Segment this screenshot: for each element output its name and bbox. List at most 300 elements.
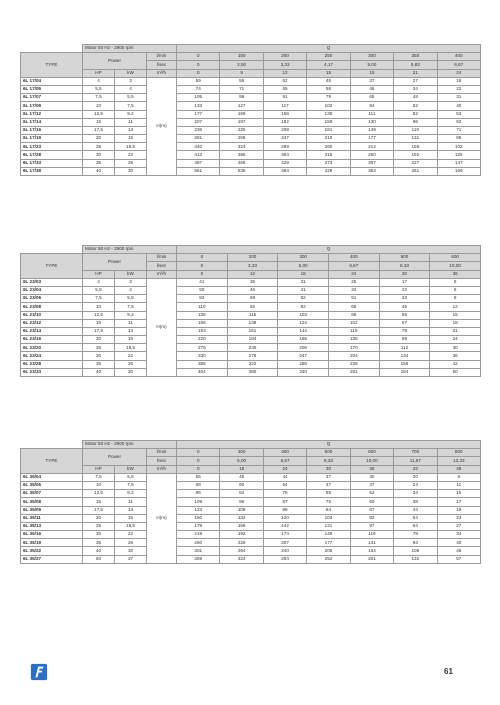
flow-lsec-value: 13,33 — [437, 457, 480, 465]
pump-type: 6L 23/16 — [21, 336, 83, 344]
head-value: 30 — [430, 344, 481, 352]
flow-lsec-value: 3,33 — [263, 61, 306, 69]
flow-lmin-value: 400 — [437, 53, 480, 61]
head-value: 37 — [307, 473, 350, 481]
head-value: 219 — [177, 531, 220, 539]
head-value: 561 — [177, 167, 220, 175]
head-value: 38 — [394, 498, 437, 506]
head-value: 37 — [350, 481, 393, 489]
flow-lmin-value: 400 — [328, 254, 379, 262]
head-value: 46 — [350, 85, 393, 93]
power-hp: 17,5 — [83, 327, 115, 335]
power-hp: 30 — [83, 151, 115, 159]
head-value: 22 — [379, 286, 430, 294]
header-row-m3h — [21, 69, 481, 77]
table-row — [21, 102, 481, 110]
head-value: 429 — [263, 159, 306, 167]
head-value: 177 — [350, 135, 393, 143]
head-value: 184 — [227, 336, 278, 344]
head-value: 288 — [278, 360, 329, 368]
power-kw: 9,2 — [115, 490, 147, 498]
head-value: 340 — [177, 143, 220, 151]
header-blank — [21, 441, 83, 449]
head-value: 169 — [437, 167, 480, 175]
pump-type: 6L 35/16 — [21, 531, 83, 539]
power-kw: 11 — [115, 498, 147, 506]
power-kw: 15 — [115, 336, 147, 344]
table-row — [21, 151, 481, 159]
flow-lsec-value: 8,33 — [379, 262, 430, 270]
head-value: 8 — [437, 473, 480, 481]
head-value: 37 — [350, 77, 393, 85]
head-value: 247 — [263, 135, 306, 143]
head-value: 52 — [350, 490, 393, 498]
head-value: 6 — [430, 286, 481, 294]
table-row — [21, 311, 481, 319]
head-value: 144 — [278, 327, 329, 335]
pump-type: 6L 17/07 — [21, 94, 83, 102]
power-kw: 5,5 — [115, 94, 147, 102]
head-value: 82 — [278, 303, 329, 311]
head-value: 67 — [379, 319, 430, 327]
power-kw: 26 — [115, 539, 147, 547]
flow-lmin-value: 500 — [307, 449, 350, 457]
head-h-label: H(m) — [147, 278, 177, 376]
head-value: 33 — [379, 295, 430, 303]
head-value: 97 — [350, 522, 393, 530]
head-value: 268 — [220, 135, 263, 143]
power-header: Power — [83, 449, 147, 465]
unit-lmin: l/min — [147, 449, 177, 457]
power-kw: 15 — [115, 135, 147, 143]
head-value: 108 — [394, 547, 437, 555]
head-value: 125 — [437, 151, 480, 159]
table-row — [21, 481, 481, 489]
head-value: 324 — [220, 555, 263, 563]
head-value: 115 — [227, 311, 278, 319]
flow-lsec-value: 0 — [177, 262, 228, 270]
head-value: 92 — [227, 303, 278, 311]
head-value: 60 — [220, 481, 263, 489]
power-hp: 4 — [83, 77, 115, 85]
head-value: 177 — [307, 539, 350, 547]
head-value: 102 — [328, 319, 379, 327]
header-blank — [21, 45, 83, 53]
power-hp: 5,5 — [83, 286, 115, 294]
head-value: 65 — [263, 85, 306, 93]
flow-m3h-value: 21 — [394, 69, 437, 77]
power-kw: 11 — [115, 319, 147, 327]
head-value: 18 — [430, 319, 481, 327]
power-kw: 7,5 — [115, 303, 147, 311]
head-value: 281 — [328, 368, 379, 376]
head-value: 138 — [177, 311, 228, 319]
head-value: 240 — [263, 547, 306, 555]
head-value: 68 — [177, 481, 220, 489]
power-kw: 4 — [115, 286, 147, 294]
head-value: 201 — [350, 555, 393, 563]
flow-lmin-value: 300 — [220, 449, 263, 457]
head-value: 161 — [227, 327, 278, 335]
head-value: 215 — [307, 135, 350, 143]
head-value: 307 — [350, 159, 393, 167]
table-row — [21, 118, 481, 126]
flow-lsec-value: 0 — [177, 457, 220, 465]
type-header: TYPE — [21, 53, 83, 78]
head-value: 53 — [437, 110, 480, 118]
head-value: 12 — [430, 303, 481, 311]
pump-type: 6L 23/28 — [21, 360, 83, 368]
head-value: 294 — [263, 555, 306, 563]
power-hp: 12,5 — [83, 490, 115, 498]
head-value: 96 — [220, 498, 263, 506]
head-value: 102 — [307, 102, 350, 110]
motor-label: Motor 50 Hz - 2900 rpm — [83, 246, 177, 254]
head-value: 50 — [430, 368, 481, 376]
pump-type: 6L 35/07 — [21, 490, 83, 498]
pump-type: 6L 17/23 — [21, 143, 83, 151]
power-kw: 18,5 — [115, 522, 147, 530]
power-hp: 25 — [83, 522, 115, 530]
head-value: 208 — [263, 126, 306, 134]
table-row — [21, 498, 481, 506]
head-value: 149 — [307, 531, 350, 539]
head-value: 182 — [263, 118, 306, 126]
pump-type: 6L 17/19 — [21, 135, 83, 143]
head-value: 71 — [437, 126, 480, 134]
power-kw: 18,5 — [115, 344, 147, 352]
table-row — [21, 77, 481, 85]
motor-label: Motor 50 Hz - 2900 rpm — [83, 441, 177, 449]
head-value: 98 — [263, 506, 306, 514]
head-value: 156 — [220, 522, 263, 530]
flow-lsec-value: 6,67 — [328, 262, 379, 270]
kw-header: kW — [115, 270, 147, 278]
head-value: 71 — [220, 85, 263, 93]
head-value: 64 — [394, 522, 437, 530]
pump-type: 6L 17/12 — [21, 110, 83, 118]
flow-m3h-value: 0 — [177, 69, 220, 77]
head-value: 429 — [307, 167, 350, 175]
pump-table-6l35 — [20, 440, 480, 564]
head-value: 299 — [263, 143, 306, 151]
power-kw: 7,5 — [115, 102, 147, 110]
head-value: 103 — [278, 311, 329, 319]
head-value: 74 — [177, 85, 220, 93]
pump-type: 6L 35/22 — [21, 547, 83, 555]
head-value: 35 — [227, 278, 278, 286]
head-value: 89 — [379, 336, 430, 344]
pump-type: 6L 35/27 — [21, 555, 83, 563]
head-value: 84 — [350, 102, 393, 110]
power-hp: 20 — [83, 135, 115, 143]
flow-m3h-value: 24 — [328, 270, 379, 278]
header-row-motor — [21, 441, 481, 449]
head-value: 15 — [437, 490, 480, 498]
head-value: 78 — [394, 531, 437, 539]
head-value: 46 — [227, 286, 278, 294]
unit-lmin: l/min — [147, 53, 177, 61]
head-value: 99 — [220, 94, 263, 102]
power-hp: 7,5 — [83, 473, 115, 481]
head-value: 127 — [220, 102, 263, 110]
head-value: 177 — [177, 110, 220, 118]
flow-lmin-value: 600 — [430, 254, 481, 262]
power-kw: 22 — [115, 352, 147, 360]
unit-m3h: m³/h — [147, 465, 177, 473]
head-value: 170 — [328, 344, 379, 352]
company-logo-icon — [30, 663, 48, 681]
flow-lmin-value: 700 — [394, 449, 437, 457]
pump-type: 6L 17/05 — [21, 85, 83, 93]
power-kw: 37 — [115, 555, 147, 563]
head-value: 109 — [177, 498, 220, 506]
head-value: 41 — [177, 278, 228, 286]
table-row — [21, 159, 481, 167]
power-kw: 9,2 — [115, 110, 147, 118]
pump-type: 6L 17/16 — [21, 126, 83, 134]
power-kw: 13 — [115, 126, 147, 134]
hp-header: HP — [83, 465, 115, 473]
head-value: 110 — [394, 126, 437, 134]
table-row — [21, 110, 481, 118]
power-hp: 20 — [83, 514, 115, 522]
head-value: 20 — [394, 473, 437, 481]
flow-m3h-value: 42 — [394, 465, 437, 473]
power-kw: 26 — [115, 360, 147, 368]
head-value: 149 — [350, 126, 393, 134]
pump-table — [20, 440, 481, 564]
table-row — [21, 368, 481, 376]
head-value: 42 — [430, 360, 481, 368]
head-value: 207 — [177, 118, 220, 126]
flow-m3h-value: 18 — [220, 465, 263, 473]
head-value: 87 — [263, 498, 306, 506]
head-value: 103 — [307, 514, 350, 522]
power-hp: 12,5 — [83, 311, 115, 319]
head-value: 44 — [263, 473, 306, 481]
head-value: 69 — [227, 295, 278, 303]
table-row — [21, 327, 481, 335]
head-value: 82 — [350, 514, 393, 522]
head-value: 192 — [394, 151, 437, 159]
head-value: 60 — [350, 498, 393, 506]
head-value: 119 — [328, 327, 379, 335]
type-header: TYPE — [21, 254, 83, 279]
head-value: 178 — [177, 522, 220, 530]
head-value: 120 — [263, 514, 306, 522]
head-value: 330 — [177, 352, 228, 360]
flow-lsec-value: 4,17 — [307, 61, 350, 69]
power-hp: 15 — [83, 319, 115, 327]
head-value: 364 — [263, 151, 306, 159]
hp-header: HP — [83, 270, 115, 278]
table-row — [21, 278, 481, 286]
flow-lmin-value: 0 — [177, 254, 228, 262]
head-value: 47 — [307, 481, 350, 489]
power-hp: 20 — [83, 336, 115, 344]
head-value: 227 — [394, 159, 437, 167]
head-value: 62 — [394, 102, 437, 110]
head-value: 192 — [220, 531, 263, 539]
power-kw: 30 — [115, 167, 147, 175]
power-kw: 9,2 — [115, 311, 147, 319]
pump-type: 6L 23/24 — [21, 352, 83, 360]
power-kw: 4 — [115, 85, 147, 93]
head-value: 44 — [394, 506, 437, 514]
flow-m3h-value: 36 — [430, 270, 481, 278]
flow-m3h-value: 36 — [350, 465, 393, 473]
pump-type: 6L 35/11 — [21, 514, 83, 522]
flow-lsec-value: 5,00 — [278, 262, 329, 270]
power-kw: 3 — [115, 77, 147, 85]
flow-lmin-value: 200 — [227, 254, 278, 262]
head-value: 136 — [328, 336, 379, 344]
head-value: 369 — [177, 555, 220, 563]
head-value: 105 — [177, 94, 220, 102]
head-value: 45 — [307, 77, 350, 85]
head-value: 165 — [177, 319, 228, 327]
head-value: 34 — [328, 286, 379, 294]
unit-lsec: l/sec — [147, 262, 177, 270]
head-value: 132 — [394, 555, 437, 563]
pump-type: 6L 23/12 — [21, 319, 83, 327]
pump-type: 6L 35/09 — [21, 506, 83, 514]
power-header: Power — [83, 53, 147, 69]
flow-m3h-value: 30 — [307, 465, 350, 473]
head-value: 21 — [430, 327, 481, 335]
power-kw: 13 — [115, 506, 147, 514]
head-value: 82 — [394, 110, 437, 118]
head-value: 206 — [278, 344, 329, 352]
header-row-lmin — [21, 254, 481, 262]
flow-m3h-value: 12 — [227, 270, 278, 278]
pump-type: 6L 23/20 — [21, 344, 83, 352]
table-row — [21, 539, 481, 547]
flow-lsec-value: 2,50 — [220, 61, 263, 69]
head-value: 40 — [437, 539, 480, 547]
head-value: 22 — [437, 85, 480, 93]
power-hp: 15 — [83, 118, 115, 126]
head-value: 204 — [328, 352, 379, 360]
power-kw: 18,5 — [115, 143, 147, 151]
head-value: 316 — [307, 151, 350, 159]
head-value: 45 — [379, 303, 430, 311]
head-value: 30 — [350, 473, 393, 481]
power-hp: 50 — [83, 555, 115, 563]
head-value: 184 — [379, 368, 430, 376]
power-kw: 30 — [115, 368, 147, 376]
head-value: 385 — [177, 360, 228, 368]
head-value: 110 — [177, 303, 228, 311]
power-kw: 22 — [115, 531, 147, 539]
power-hp: 5,5 — [83, 85, 115, 93]
head-value: 27 — [394, 77, 437, 85]
power-hp: 40 — [83, 167, 115, 175]
flow-lsec-value: 8,33 — [307, 457, 350, 465]
head-value: 96 — [394, 118, 437, 126]
table-row — [21, 336, 481, 344]
head-value: 84 — [307, 506, 350, 514]
table-row — [21, 360, 481, 368]
head-value: 141 — [350, 539, 393, 547]
head-value: 260 — [177, 539, 220, 547]
power-hp: 40 — [83, 547, 115, 555]
flow-m3h-value: 9 — [220, 69, 263, 77]
head-value: 260 — [307, 143, 350, 151]
table-row — [21, 167, 481, 175]
head-value: 55 — [177, 286, 228, 294]
head-value: 134 — [379, 352, 430, 360]
head-value: 62 — [437, 118, 480, 126]
flow-lsec-value: 5,83 — [394, 61, 437, 69]
flow-q-label: Q — [177, 441, 481, 449]
head-value: 24 — [430, 336, 481, 344]
head-value: 135 — [307, 110, 350, 118]
flow-lmin-value: 300 — [350, 53, 393, 61]
head-value: 121 — [307, 522, 350, 530]
table-row — [21, 319, 481, 327]
head-value: 220 — [177, 336, 228, 344]
head-value: 31 — [437, 94, 480, 102]
power-hp: 30 — [83, 352, 115, 360]
pump-type: 6L 17/38 — [21, 167, 83, 175]
head-value: 19 — [437, 506, 480, 514]
head-value: 34 — [437, 531, 480, 539]
head-value: 102 — [437, 143, 480, 151]
kw-header: kW — [115, 69, 147, 77]
power-hp: 7,5 — [83, 94, 115, 102]
head-value: 85 — [437, 135, 480, 143]
head-value: 133 — [177, 102, 220, 110]
table-row — [21, 506, 481, 514]
unit-m3h: m³/h — [147, 270, 177, 278]
head-value: 56 — [307, 85, 350, 93]
pump-type: 6L 35/04 — [21, 473, 83, 481]
head-value: 353 — [350, 167, 393, 175]
flow-q-label: Q — [177, 246, 481, 254]
head-value: 132 — [220, 514, 263, 522]
power-hp: 10 — [83, 102, 115, 110]
pump-type: 6L 23/03 — [21, 278, 83, 286]
flow-lmin-value: 500 — [379, 254, 430, 262]
power-kw: 3 — [115, 278, 147, 286]
head-value: 96 — [177, 490, 220, 498]
head-value: 395 — [220, 151, 263, 159]
table-row — [21, 143, 481, 151]
table-row — [21, 303, 481, 311]
flow-lmin-value: 250 — [307, 53, 350, 61]
head-value: 24 — [394, 481, 437, 489]
head-value: 34 — [394, 490, 437, 498]
head-value: 76 — [263, 490, 306, 498]
head-value: 373 — [307, 159, 350, 167]
flow-lmin-value: 0 — [177, 53, 220, 61]
head-value: 54 — [394, 514, 437, 522]
table-row — [21, 522, 481, 530]
flow-lsec-value: 10,00 — [430, 262, 481, 270]
head-value: 78 — [379, 327, 430, 335]
unit-lsec: l/sec — [147, 61, 177, 69]
flow-lsec-value: 5,00 — [220, 457, 263, 465]
power-hp: 35 — [83, 159, 115, 167]
table-row — [21, 555, 481, 563]
head-value: 18 — [437, 77, 480, 85]
flow-lmin-value: 600 — [350, 449, 393, 457]
head-value: 261 — [394, 167, 437, 175]
head-value: 260 — [350, 151, 393, 159]
header-blank — [21, 246, 83, 254]
